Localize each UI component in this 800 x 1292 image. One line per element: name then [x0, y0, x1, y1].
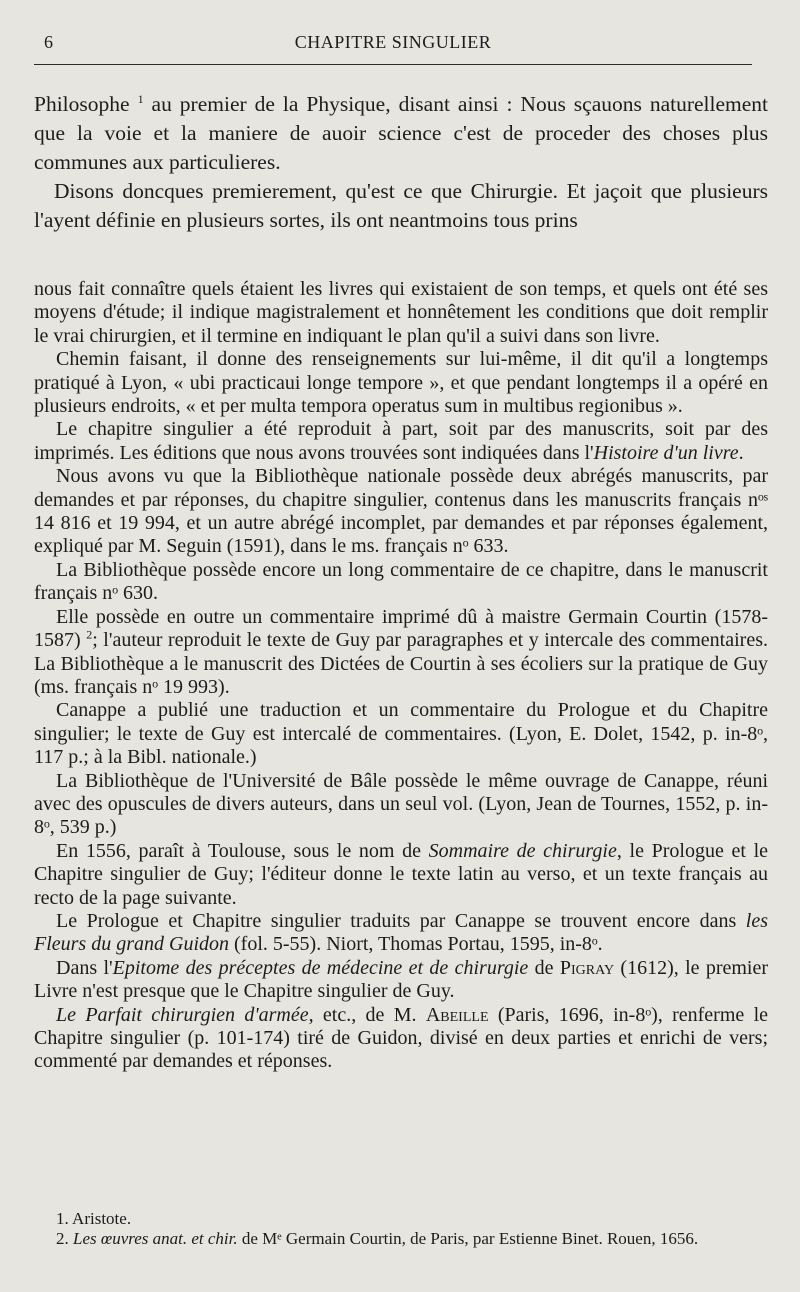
- footnote-ref-1: 1: [137, 91, 144, 106]
- text-run: En 1556, paraît à Toulouse, sous le nom de: [56, 839, 421, 862]
- text-run: Dans l': [56, 956, 113, 979]
- paragraph-8: La Bibliothèque de l'Université de Bâle possède le même ouvrage de Canappe, réuni avec des opuscules de divers auteurs, dans un seul vol. (Lyon, Jean de Tournes, 1552, p. in-8ᵒ, 539 p.): [34, 769, 768, 839]
- paragraph-1: nous fait connaître quels étaient les livres qui existaient de son temps, et quels ont été ses moyens d'étude; il indique magistralement et honnêtement les conditions que doit remplir le vrai chirurgien, et il termine en indiquant le plan qu'il a suivi dans son livre.: [34, 278, 768, 347]
- author-name: Pigray: [559, 956, 615, 979]
- text-run: .: [738, 441, 744, 464]
- paragraph-2: Chemin faisant, il donne des renseignements sur lui-même, il dit qu'il a longtemps pratiqué à Lyon, « ubi practicaui longe tempore », et que pendant longtemps il a opéré en plusieurs endroits, « et per multa tempora operatus sum in multibus regionibus ».: [34, 348, 768, 418]
- book-title: Les œuvres anat. et chir.: [73, 1229, 238, 1248]
- text-run: ; l'auteur reproduit le texte de Guy par paragraphes et y intercale des commentaires. La Bibliothèque a le manuscrit des Dictées de Courtin à ses écoliers sur la pratique de Guy (ms. français nᵒ 19 993).: [34, 629, 768, 698]
- author-name: Abeille: [425, 1003, 489, 1026]
- text-run: Le Prologue et Chapitre singulier traduits par Canappe se trouvent encore dans: [56, 909, 737, 932]
- text-run: Elle possède en outre un commentaire imprimé dû à maistre Germain Courtin (1578-1587): [34, 605, 768, 652]
- text-run: de Mᵉ Germain Courtin, de Paris, par Estienne Binet. Rouen, 1656.: [241, 1229, 699, 1248]
- text-run: Le chapitre singulier a été reproduit à part, soit par des manuscrits, soit par des imprimés. Les éditions que nous avons trouvées sont indiquées dans l': [34, 418, 768, 464]
- book-title: Sommaire de chirurgie: [428, 839, 617, 862]
- paragraph-10: [34, 910, 768, 957]
- text-run: de: [534, 956, 554, 979]
- quote-paragraph-2: Disons doncques premierement, qu'est ce que Chirurgie. Et jaçoit que plusieurs l'ayent définie en plusieurs sortes, ils ont neantmoins tous prins: [34, 179, 768, 232]
- text-run: (fol. 5-55). Niort, Thomas Portau, 1595, in-8ᵒ.: [234, 933, 603, 956]
- paragraph-4: Nous avons vu que la Bibliothèque nationale possède deux abrégés manuscrits, par demandes et par réponses, du chapitre singulier, contenus dans les manuscrits français nᵒˢ 14 816 et 19 994, et un autre abrégé incomplet, par demandes et par réponses également, expliqué par M. Seguin (1591), dans le ms. français nᵒ 633.: [34, 465, 768, 558]
- footnote-number: 2.: [56, 1229, 69, 1248]
- footnote-2: [34, 1229, 768, 1249]
- paragraph-5: La Bibliothèque possède encore un long commentaire de ce chapitre, dans le manuscrit français nᵒ 630.: [34, 558, 768, 605]
- running-head: CHAPITRE SINGULIER: [294, 32, 492, 52]
- main-text: [34, 278, 768, 1074]
- paragraph-3: [34, 418, 768, 465]
- page-header: [34, 30, 752, 65]
- footnote-1: 1. Aristote.: [56, 1209, 132, 1228]
- paragraph-7: Canappe a publié une traduction et un commentaire du Prologue et du Chapitre singulier; le texte de Guy est intercalé de commentaires. (Lyon, E. Dolet, 1542, p. in-8ᵒ, 117 p.; à la Bibl. nationale.): [34, 699, 768, 769]
- text-run: (Paris, 1696, in-8ᵒ), renferme le Chapitre singulier (p. 101-174) tiré de Guidon, divisé en deux parties et enrichi de vers; commenté par demandes et réponses.: [34, 1003, 769, 1073]
- quote-paragraph-1: [34, 90, 768, 177]
- paragraph-9: [34, 840, 768, 910]
- text-run: , etc., de M.: [308, 1003, 417, 1026]
- book-title: Epitome des préceptes de médecine et de chirurgie: [112, 956, 529, 979]
- book-title: Histoire d'un livre: [593, 441, 739, 464]
- page-number: 6: [44, 32, 53, 52]
- quote-text: Philosophe: [34, 92, 130, 116]
- footnotes: [34, 1209, 768, 1249]
- quoted-old-french-text: [34, 90, 768, 235]
- quote-text: au premier de la Physique, disant ainsi : Nous sçauons naturellement que la voie et la maniere de auoir science c'est de proceder des choses plus communes aux particulieres.: [34, 92, 769, 174]
- paragraph-12: [34, 1004, 768, 1074]
- text-run: (1612), le premier Livre n'est presque que le Chapitre singulier de Guy.: [34, 956, 769, 1003]
- paragraph-6: [34, 606, 768, 700]
- footnote-ref-2: 2: [86, 627, 93, 642]
- paragraph-11: [34, 957, 768, 1004]
- book-title: Le Parfait chirurgien d'armée: [56, 1003, 309, 1026]
- book-title: les Fleurs du grand Guidon: [34, 909, 768, 956]
- text-run: , le Prologue et le Chapitre singulier de Guy; l'éditeur donne le texte latin au verso, et un texte français au recto de la page suivante.: [34, 839, 769, 909]
